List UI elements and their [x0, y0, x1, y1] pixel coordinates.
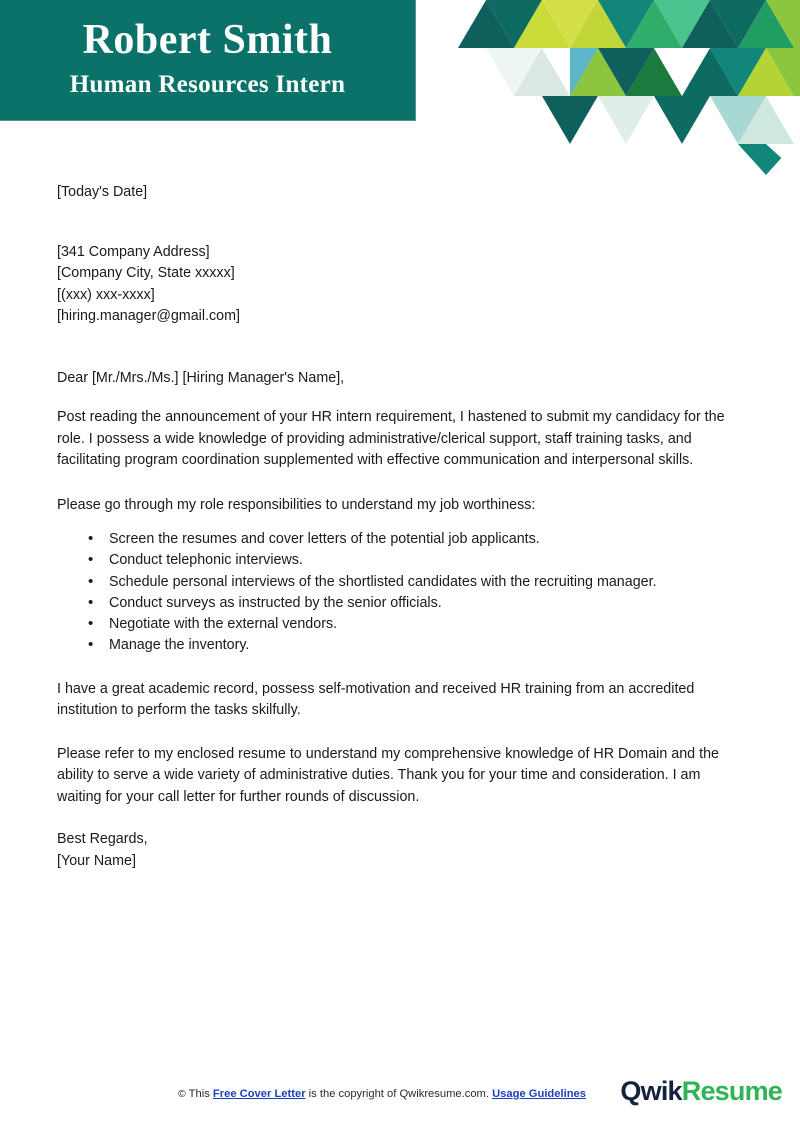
logo-text-qwik: Qwik [620, 1076, 682, 1106]
triangle-mosaic-decoration [430, 0, 800, 175]
recipient-email: [hiring.manager@gmail.com] [57, 308, 240, 324]
free-cover-letter-link[interactable]: Free Cover Letter [212, 1088, 306, 1100]
usage-guidelines-link[interactable]: Usage Guidelines [492, 1088, 586, 1100]
list-item: • Manage the inventory. [57, 635, 747, 656]
list-item: • Screen the resumes and cover letters of the potential job applicants. [57, 529, 747, 550]
page-footer [0, 1068, 800, 1130]
candidate-job-title: Human Resources Intern [69, 70, 346, 98]
footer-text-before-link: This [185, 1088, 213, 1100]
qwikresume-logo[interactable] [620, 1076, 782, 1107]
logo-text-resume: Resume [681, 1076, 782, 1106]
signature-block [57, 829, 747, 872]
candidate-name: Robert Smith [82, 16, 333, 63]
recipient-address-block [57, 242, 747, 328]
recipient-phone: [(xxx) xxx-xxxx] [57, 286, 155, 303]
list-item: • Schedule personal interviews of the shortlisted candidates with the recruiting manager. [57, 572, 747, 593]
intro-paragraph: Post reading the announcement of your HR intern requirement, I hastened to submit my candidacy for the role. I possess a wide knowledge of providing administrative/clerical support, staff training tasks, and facilitating program coordination supplemented with effective communication and interpersonal skills. [57, 409, 725, 468]
responsibilities-lead-in: Please go through my role responsibilities to understand my job worthiness: [57, 496, 536, 513]
responsibilities-list [57, 529, 747, 657]
list-item: • Negotiate with the external vendors. [57, 614, 747, 635]
header-name-block [0, 0, 416, 121]
recipient-street-address: [341 Company Address] [57, 243, 210, 260]
footer-copyright-text [178, 1088, 586, 1100]
copyright-icon: © [178, 1088, 186, 1100]
sign-off-line: Best Regards, [57, 831, 148, 848]
closing-paragraph: Please refer to my enclosed resume to understand my comprehensive knowledge of HR Domain and the ability to serve a wide variety of administrative duties. Thank you for your time and consideration. I am waiting for your call letter for further rounds of discussion. [57, 745, 719, 805]
qualification-paragraph: I have a great academic record, possess self-motivation and received HR training from an accredited institution to perform the tasks skilfully. [57, 680, 695, 719]
recipient-city-state-zip: [Company City, State xxxxx] [57, 265, 235, 281]
list-item: • Conduct surveys as instructed by the senior officials. [57, 593, 747, 614]
letter-body [57, 182, 747, 872]
date-placeholder: [Today's Date] [57, 184, 148, 200]
salutation-line: Dear [Mr./Mrs./Ms.] [Hiring Manager's Name], [57, 369, 345, 386]
footer-text-middle: is the copyright of Qwikresume.com. [305, 1088, 493, 1100]
signature-name: [Your Name] [57, 852, 136, 869]
list-item: • Conduct telephonic interviews. [57, 550, 747, 571]
